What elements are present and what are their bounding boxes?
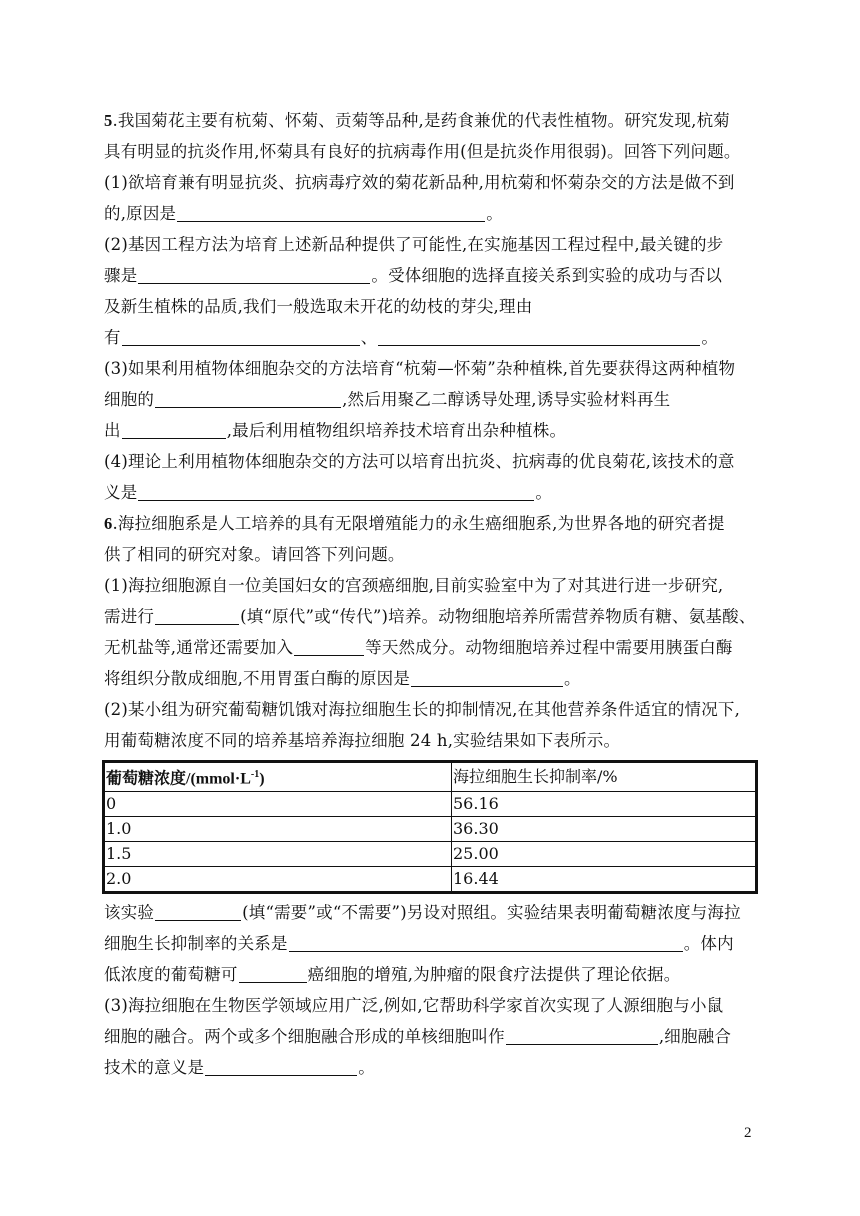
q5-part2-line-b: 骤是 。受体细胞的选择直接关系到实验的成功与否以 <box>104 266 723 285</box>
q5-part3-line-c: 出 ,最后利用植物组织培养技术培育出杂种植株。 <box>104 421 567 440</box>
answer-blank[interactable] <box>138 484 534 501</box>
table-cell: 56.16 <box>452 792 757 817</box>
q6-part1-line-c: 无机盐等,通常还需要加入 等天然成分。动物细胞培养过程中需要用胰蛋白酶 <box>104 638 733 657</box>
q6-part3-line-c: 技术的意义是 。 <box>104 1058 375 1077</box>
q6-line-1: 6.海拉细胞系是人工培养的具有无限增殖能力的永生癌细胞系,为世界各地的研究者提 <box>104 514 725 533</box>
answer-blank[interactable] <box>155 608 239 625</box>
table-cell: 1.5 <box>104 842 452 867</box>
q5-part3-line-a: (3)如果利用植物体细胞杂交的方法培育“杭菊—怀菊”杂种植株,首先要获得这两种植物 <box>104 359 736 378</box>
answer-blank[interactable] <box>294 639 364 656</box>
table-cell: 25.00 <box>452 842 757 867</box>
table-cell: 36.30 <box>452 817 757 842</box>
answer-blank[interactable] <box>411 670 563 687</box>
q6-part2-line-a: (2)某小组为研究葡萄糖饥饿对海拉细胞生长的抑制情况,在其他营养条件适宜的情况下, <box>104 700 741 719</box>
q6-part1-line-b: 需进行 (填“原代”或“传代”)培养。动物细胞培养所需营养物质有糖、氨基酸、 <box>104 607 756 626</box>
table-cell: 2.0 <box>104 867 452 893</box>
table-row <box>104 842 757 867</box>
q5-part4-line-b: 义是 。 <box>104 483 553 502</box>
table-cell: 1.0 <box>104 817 452 842</box>
q5-part2-line-c: 及新生植株的品质,我们一般选取未开花的幼枝的芽尖,理由 <box>104 297 533 316</box>
table-row <box>104 867 757 893</box>
answer-blank[interactable] <box>122 329 360 346</box>
q5-part1-line-a: (1)欲培育兼有明显抗炎、抗病毒疗效的菊花新品种,用杭菊和怀菊杂交的方法是做不到 <box>104 173 735 192</box>
table-row <box>104 817 757 842</box>
answer-blank[interactable] <box>138 267 370 284</box>
answer-blank[interactable] <box>506 1028 658 1045</box>
table-header-cell: 海拉细胞生长抑制率/% <box>452 762 757 792</box>
table-row <box>104 792 757 817</box>
q6-part1-line-d: 将组织分散成细胞,不用胃蛋白酶的原因是 。 <box>104 669 581 688</box>
q5-part3-line-b: 细胞的 ,然后用聚乙二醇诱导处理,诱导实验材料再生 <box>104 390 671 409</box>
q6-part3-line-a: (3)海拉细胞在生物医学领域应用广泛,例如,它帮助科学家首次实现了人源细胞与小鼠 <box>104 996 724 1015</box>
q6-part1-line-a: (1)海拉细胞源自一位美国妇女的宫颈癌细胞,目前实验室中为了对其进行进一步研究, <box>104 576 724 595</box>
table-header-row <box>104 762 757 792</box>
table-header-cell: 葡萄糖浓度$/(mmol\cdot L^{-1})$ <box>104 762 452 792</box>
q5-number: 5 <box>104 111 113 130</box>
q5-line-1: 5.我国菊花主要有杭菊、怀菊、贡菊等品种,是药食兼优的代表性植物。研究发现,杭菊 <box>104 111 730 130</box>
answer-blank[interactable] <box>205 1059 357 1076</box>
answer-blank[interactable] <box>177 205 485 222</box>
q6-part2-line-b: 用葡萄糖浓度不同的培养基培养海拉细胞 24 h,实验结果如下表所示。 <box>104 731 621 750</box>
q6-number: 6 <box>104 514 113 533</box>
answer-blank[interactable] <box>289 935 683 952</box>
answer-blank[interactable] <box>378 329 700 346</box>
glucose-inhibition-table <box>102 760 758 894</box>
table-cell: 0 <box>104 792 452 817</box>
q5-line-2: 具有明显的抗炎作用,怀菊具有良好的抗病毒作用(但是抗炎作用很弱)。回答下列问题。 <box>104 142 741 161</box>
q5-part2-line-a: (2)基因工程方法为培育上述新品种提供了可能性,在实施基因工程过程中,最关键的步 <box>104 235 724 254</box>
answer-blank[interactable] <box>155 904 241 921</box>
answer-blank[interactable] <box>239 966 307 983</box>
q6-part2-line-c: 该实验 (填“需要”或“不需要”)另设对照组。实验结果表明葡萄糖浓度与海拉 <box>104 903 741 922</box>
table-cell: 16.44 <box>452 867 757 893</box>
q6-part2-line-d: 细胞生长抑制率的关系是 。体内 <box>104 934 734 953</box>
q6-line-2: 供了相同的研究对象。请回答下列问题。 <box>104 545 405 564</box>
q5-part1-line-b: 的,原因是 。 <box>104 204 503 223</box>
q6-part2-line-e: 低浓度的葡萄糖可 癌细胞的增殖,为肿瘤的限食疗法提供了理论依据。 <box>104 965 681 984</box>
answer-blank[interactable] <box>122 422 226 439</box>
page-number: 2 <box>744 1125 752 1141</box>
q6-part3-line-b: 细胞的融合。两个或多个细胞融合形成的单核细胞叫作 ,细胞融合 <box>104 1027 732 1046</box>
q5-part2-line-d: 有 、 。 <box>104 328 719 347</box>
q5-part4-line-a: (4)理论上利用植物体细胞杂交的方法可以培育出抗炎、抗病毒的优良菊花,该技术的意 <box>104 452 735 471</box>
answer-blank[interactable] <box>155 391 341 408</box>
